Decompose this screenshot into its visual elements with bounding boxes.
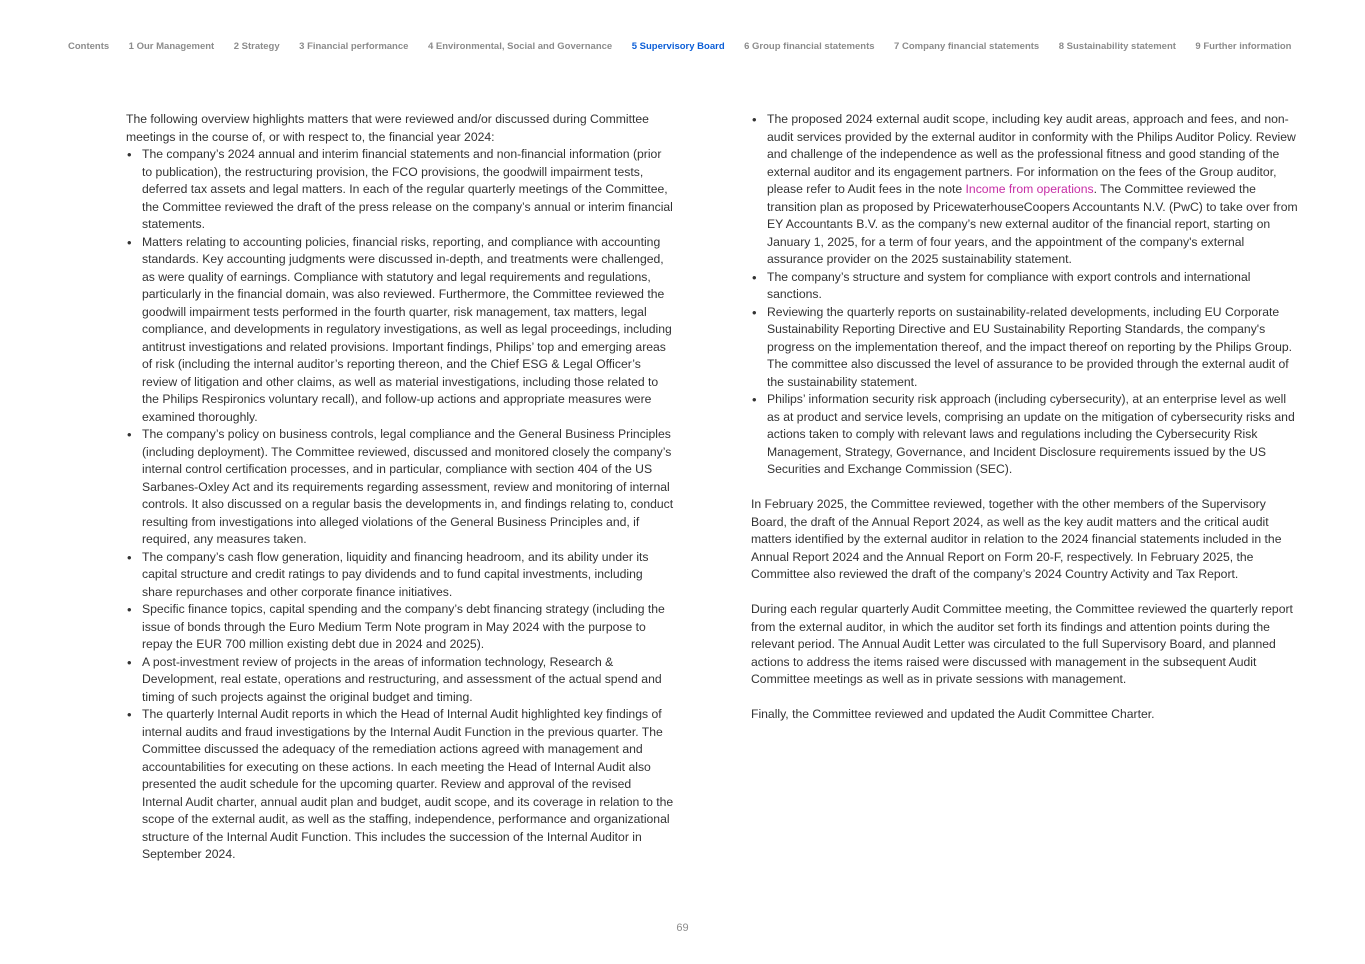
nav-group-financial-statements[interactable]: 6 Group financial statements — [744, 40, 875, 52]
nav-esg[interactable]: 4 Environmental, Social and Governance — [427, 40, 613, 52]
list-item: • Specific finance topics, capital spending and the company’s debt financing strategy (including the issue of bonds through the Euro Medium Term Note program in May 2024 with the purpose to repay the EUR 700 million existing debt due in 2024 and 2025). — [126, 601, 674, 654]
nav-company-financial-statements[interactable]: 7 Company financial statements — [894, 40, 1040, 52]
left-column — [126, 111, 674, 864]
spacer — [751, 689, 1301, 707]
list-item: • The company’s 2024 annual and interim financial statements and non-financial information (prior to publication), the restructuring provision, the FCO provisions, the goodwill impairment tests, deferred tax assets and legal matters. In each of the regular quarterly meetings of the Committee, the Committee reviewed the draft of the press release on the company’s annual or interim financial statements. — [126, 146, 674, 234]
list-item: • The company’s cash flow generation, liquidity and financing headroom, and its ability under its capital structure and credit ratings to pay dividends and to fund capital investments, including share repurchases and other corporate finance initiatives. — [126, 549, 674, 602]
list-item: • The company’s structure and system for compliance with export controls and international sanctions. — [751, 269, 1301, 304]
right-bullet-list — [751, 111, 1301, 479]
nav-supervisory-board[interactable]: 5 Supervisory Board — [631, 40, 725, 52]
nav-sustainability-statement[interactable]: 8 Sustainability statement — [1058, 40, 1176, 52]
spacer — [751, 584, 1301, 602]
list-item: • The company’s policy on business controls, legal compliance and the General Business Principles (including deployment). The Committee reviewed, discussed and monitored closely the company’s internal control certification processes, and in particular, compliance with section 404 of the US Sarbanes-Oxley Act and its requirements regarding assessment, review and monitoring of internal controls. It also discussed on a regular basis the developments in, and findings relating to, conduct resulting from investigations into alleged violations of the General Business Principles and, if required, any measures taken. — [126, 426, 674, 549]
list-item: • Reviewing the quarterly reports on sustainability-related developments, including EU Corporate Sustainability Reporting Directive and EU Sustainability Reporting Standards, the company's progress on the implementation thereof, and the impact thereof on reporting by the Philips Group. The committee also discussed the level of assurance to be provided through the external audit of the sustainability statement. — [751, 304, 1301, 392]
nav-financial-performance[interactable]: 3 Financial performance — [299, 40, 409, 52]
list-item: • The quarterly Internal Audit reports in which the Head of Internal Audit highlighted key findings of internal audits and fraud investigations by the Internal Audit Function in the previous quarter. The Committee discussed the adequacy of the remediation actions agreed with management and accountabilities for executing on these actions. In each meeting the Head of Internal Audit also presented the audit schedule for the upcoming quarter. Review and approval of the revised Internal Audit charter, annual audit plan and budget, audit scope, and its coverage in relation to the scope of the external audit, as well as the staffing, independence, performance and organizational structure of the Internal Audit Function. This includes the succession of the Internal Auditor in September 2024. — [126, 706, 674, 864]
nav-our-management[interactable]: 1 Our Management — [128, 40, 215, 52]
list-item: • Philips’ information security risk approach (including cybersecurity), at an enterprise level as well as at product and service levels, comprising an update on the mitigation of cybersecurity risks and actions taken to comply with relevant laws and regulations including the Cybersecurity Risk Management, Strategy, Governance, and Incident Disclosure requirements issued by the US Securities and Exchange Commission (SEC). — [751, 391, 1301, 479]
list-item — [751, 111, 1301, 269]
nav-strategy[interactable]: 2 Strategy — [233, 40, 280, 52]
list-item: • Matters relating to accounting policies, financial risks, reporting, and compliance with accounting standards. Key accounting judgments were discussed in-depth, and treatments were challenged, as were quality of earnings. Compliance with statutory and legal requirements and regulations, particularly in the financial domain, was also reviewed. Furthermore, the Committee reviewed the goodwill impairment tests performed in the fourth quarter, risk management, tax matters, legal compliance, and developments in regulatory investigations, as well as legal proceedings, including antitrust investigations and related provisions. Important findings, Philips’ top and emerging areas of risk (including the internal auditor’s reporting thereon, and the Chief ESG & Legal Officer’s review of litigation and other claims, as well as material investigations, including those related to the Philips Respironics voluntary recall), and follow-up actions and appropriate measures were examined thoroughly. — [126, 234, 674, 427]
charter-paragraph: Finally, the Committee reviewed and updated the Audit Committee Charter. — [751, 707, 1155, 721]
audit-scope-text-start: The proposed 2024 external audit scope, including key audit areas, approach and fees, and non-audit services provided by the external auditor in conformity with the Philips Auditor Policy. Review and challenge of the independence as well as the professional fitness and good standing of the external auditor and its engagement partners. For information on the fees of the Group auditor, please refer to Audit fees in the note — [767, 112, 1296, 196]
intro-paragraph: The following overview highlights matters that were reviewed and/or discussed during Committee meetings in the course of, or with respect to, the financial year 2024: — [126, 112, 649, 144]
annual-report-review-paragraph: In February 2025, the Committee reviewed, together with the other members of the Supervisory Board, the draft of the Annual Report 2024, as well as the key audit matters and the critical audit matters identified by the external auditor in relation to the 2024 financial statements included in the Annual Report 2024 and the Annual Report on Form 20-F, respectively. In February 2025, the Committee also reviewed the draft of the company’s 2024 Country Activity and Tax Report. — [751, 497, 1282, 581]
list-item: • A post-investment review of projects in the areas of information technology, Research & Development, real estate, operations and restructuring, and assessment of the actual spend and timing of such projects against the original budget and timing. — [126, 654, 674, 707]
page-number: 69 — [676, 922, 689, 934]
nav-contents[interactable]: Contents — [68, 40, 110, 52]
right-column — [751, 111, 1301, 724]
spacer — [751, 479, 1301, 497]
audit-scope-text-end: . The Committee reviewed the transition plan as proposed by PricewaterhouseCoopers Accountants N.V. (PwC) to take over from EY Accountants B.V. as the company’s new external auditor of the financial report, starting on January 1, 2025, for a term of four years, and the appointment of the company's external assurance provider on the 2025 sustainability statement. — [767, 182, 1298, 266]
left-bullet-list — [126, 146, 674, 864]
top-navigation — [68, 39, 1311, 53]
income-from-operations-link[interactable]: Income from operations — [965, 182, 1094, 196]
nav-further-information[interactable]: 9 Further information — [1195, 40, 1292, 52]
quarterly-meeting-paragraph: During each regular quarterly Audit Committee meeting, the Committee reviewed the quarterly report from the external auditor, in which the auditor set forth its findings and attention points during the relevant period. The Annual Audit Letter was circulated to the full Supervisory Board, and planned actions to address the items raised were discussed with management in the subsequent Audit Committee meetings as well as in private sessions with management. — [751, 602, 1293, 686]
